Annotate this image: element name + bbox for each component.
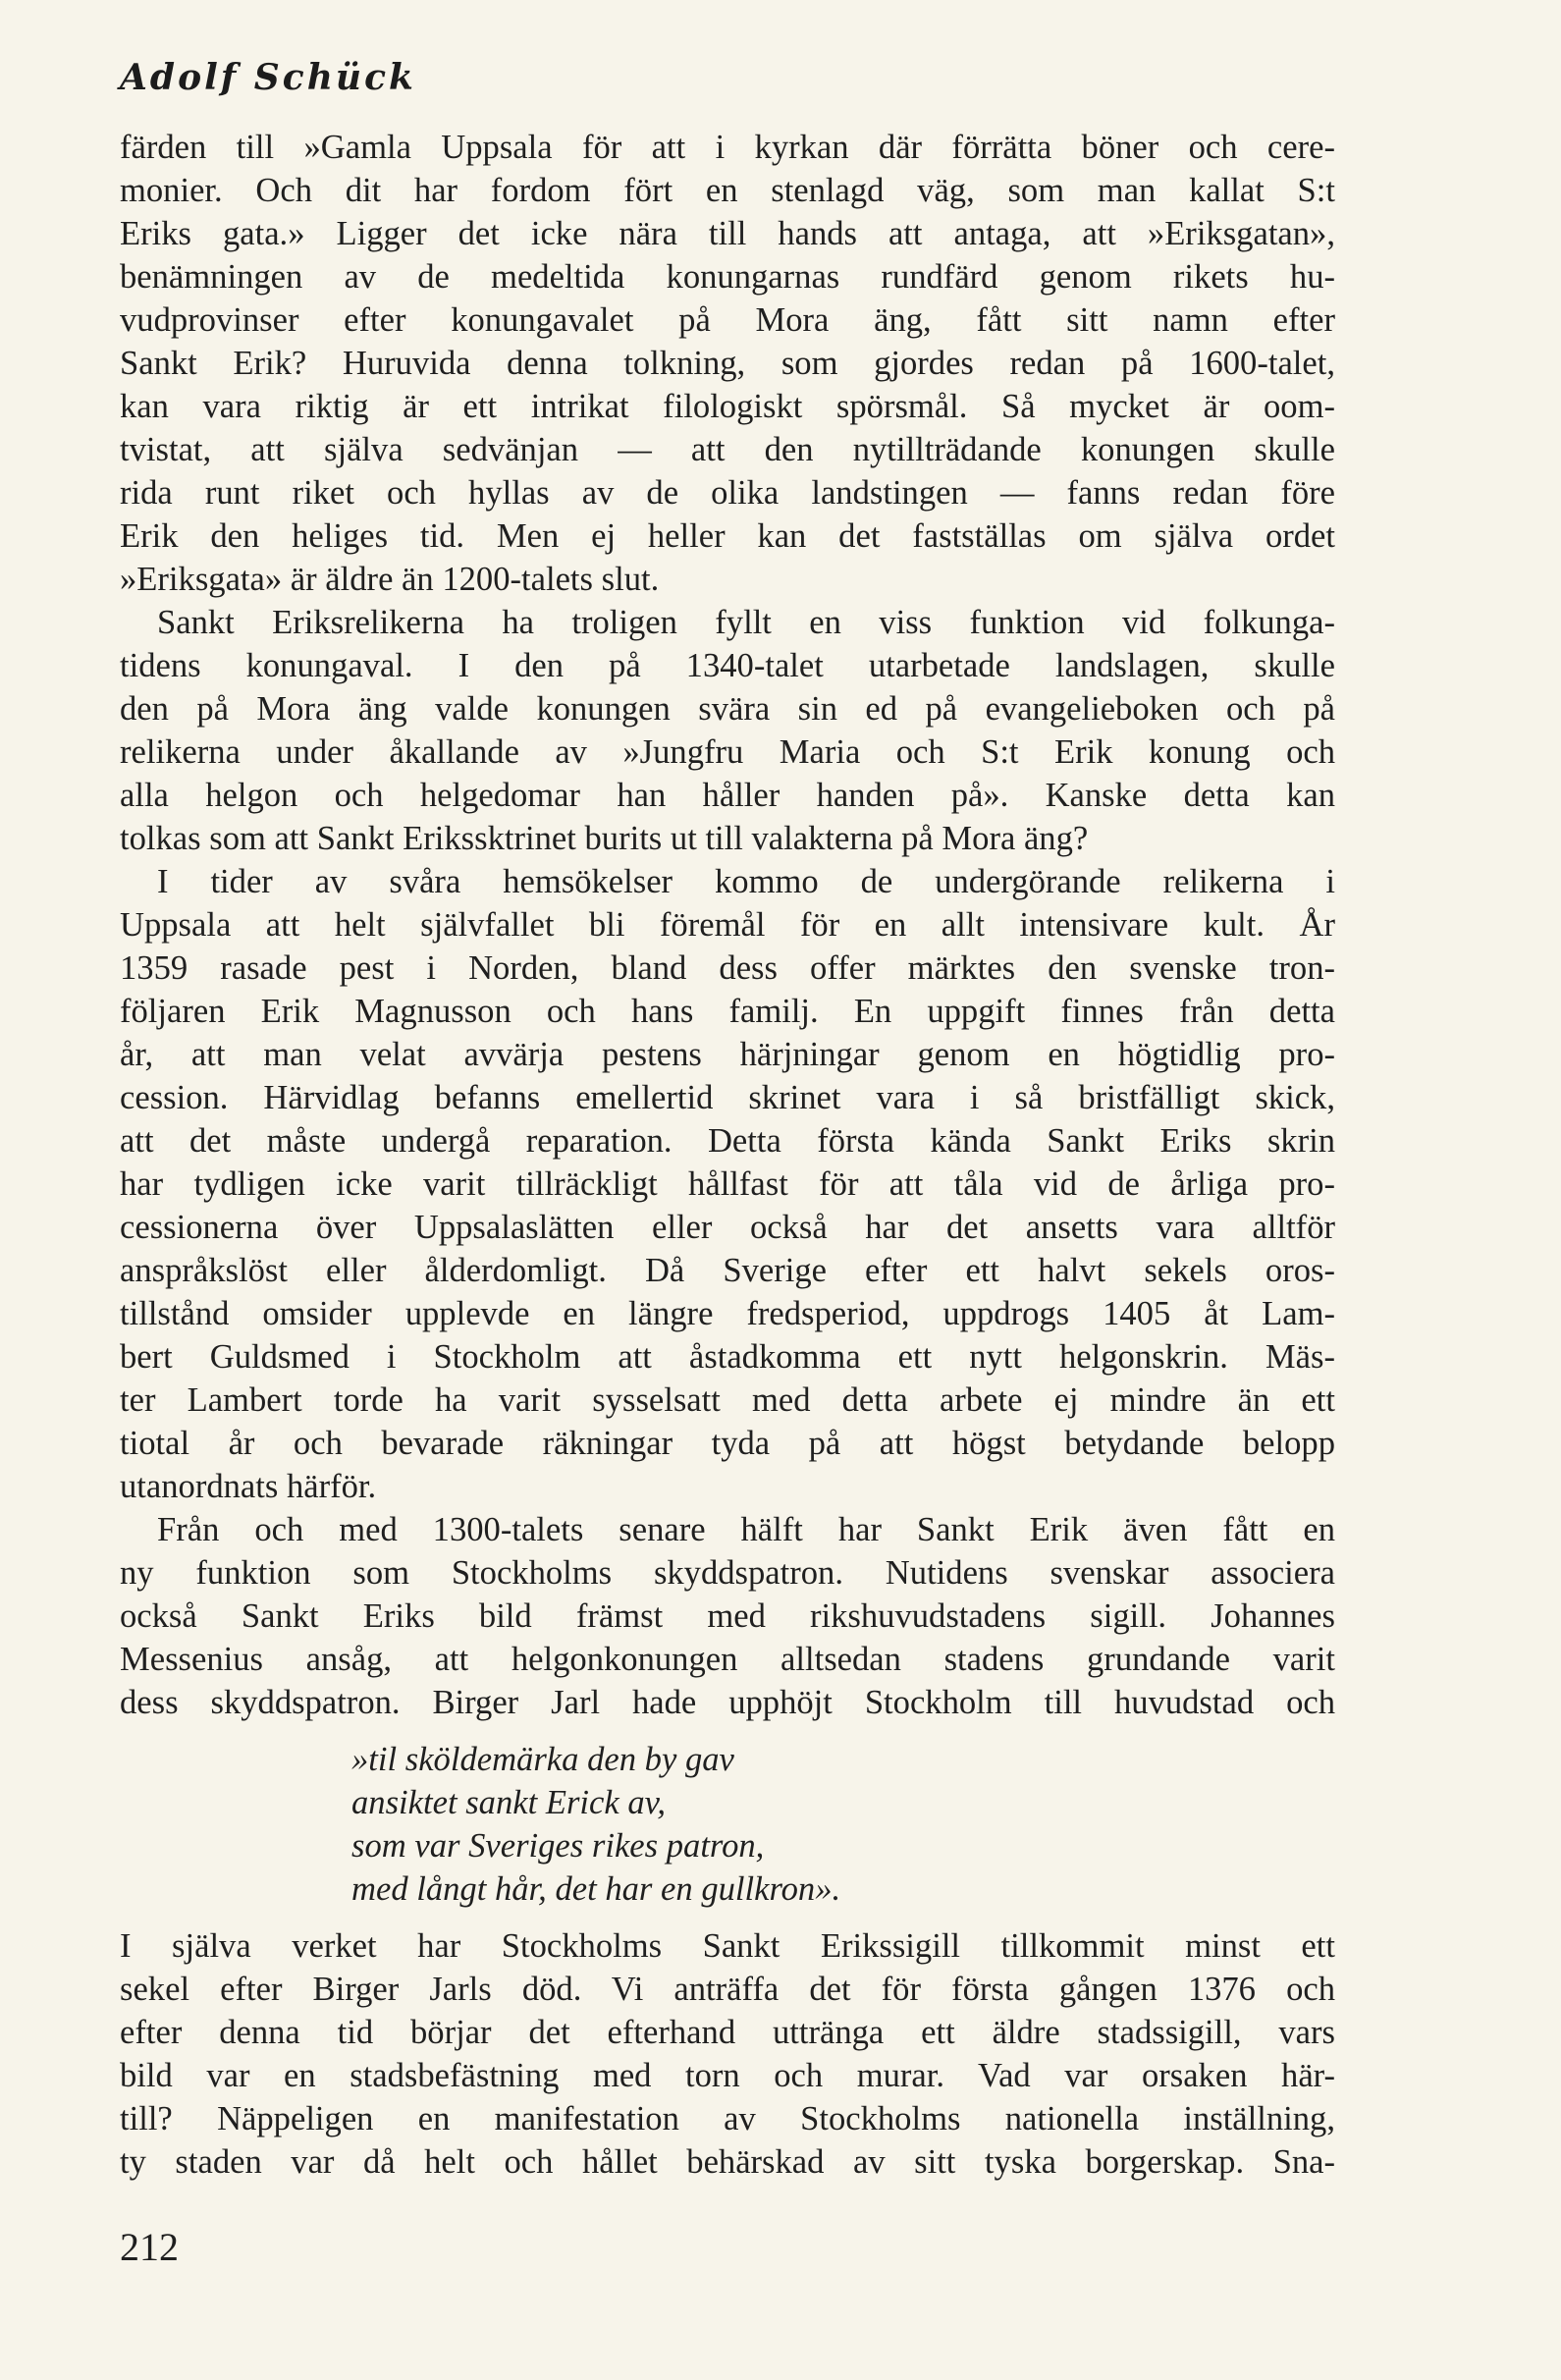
text-line: cession. Härvidlag befanns emellertid skrinet vara i så bristfälligt skick, — [120, 1079, 1335, 1116]
text-line: »Eriksgata» är äldre än 1200-talets slut. — [120, 561, 660, 598]
paragraph-5 — [120, 1924, 1335, 2184]
text-line: Erik den heliges tid. Men ej heller kan det fastställas om själva ordet — [120, 517, 1335, 555]
text-line: 1359 rasade pest i Norden, bland dess offer märktes den svenske tron- — [120, 949, 1335, 987]
text-line: Sankt Erik? Huruvida denna tolkning, som gjordes redan på 1600-talet, — [120, 345, 1335, 382]
text-line: dess skyddspatron. Birger Jarl hade upphöjt Stockholm till huvudstad och — [120, 1684, 1335, 1721]
text-line: I själva verket har Stockholms Sankt Erikssigill tillkommit minst ett — [120, 1927, 1335, 1965]
text-line: bert Guldsmed i Stockholm att åstadkomma ett nytt helgonskrin. Mäs- — [120, 1338, 1335, 1376]
text-line: Uppsala att helt självfallet bli föremål för en allt intensivare kult. År — [120, 906, 1335, 944]
text-line: tillstånd omsider upplevde en längre fredsperiod, uppdrogs 1405 åt Lam- — [120, 1295, 1335, 1332]
text-line: ny funktion som Stockholms skyddspatron. Nutidens svenskar associera — [120, 1554, 1335, 1592]
text-line: cessionerna över Uppsalaslätten eller också har det ansetts vara alltför — [120, 1209, 1335, 1246]
text-line: alla helgon och helgedomar han håller handen på». Kanske detta kan — [120, 777, 1335, 814]
text-line: att det måste undergå reparation. Detta första kända Sankt Eriks skrin — [120, 1122, 1335, 1160]
text-line: har tydligen icke varit tillräckligt hållfast för att tåla vid de årliga pro- — [120, 1165, 1335, 1203]
text-line: bild var en stadsbefästning med torn och murar. Vad var orsaken här- — [120, 2057, 1335, 2094]
text-line: utanordnats härför. — [120, 1468, 377, 1505]
text-line: monier. Och dit har fordom fört en stenlagd väg, som man kallat S:t — [120, 172, 1335, 209]
text-line: efter denna tid börjar det efterhand uttränga ett äldre stadssigill, vars — [120, 2014, 1335, 2051]
text-line: vudprovinser efter konungavalet på Mora äng, fått sitt namn efter — [120, 301, 1335, 339]
text-line: ty staden var då helt och hållet behärskad av sitt tyska borgerskap. Sna- — [120, 2143, 1335, 2181]
text-line: kan vara riktig är ett intrikat filologiskt spörsmål. Så mycket är oom- — [120, 388, 1335, 425]
text-line: rida runt riket och hyllas av de olika landstingen — fanns redan före — [120, 474, 1335, 512]
text-line: I tider av svåra hemsökelser kommo de undergörande relikerna i — [157, 863, 1335, 900]
verse-quotation — [120, 1738, 1335, 1911]
verse-line: »til sköldemärka den by gav — [351, 1741, 734, 1778]
text-line: tiotal år och bevarade räkningar tyda på att högst betydande belopp — [120, 1425, 1335, 1462]
text-line: Messenius ansåg, att helgonkonungen alltsedan stadens grundande varit — [120, 1641, 1335, 1678]
verse-line: som var Sveriges rikes patron, — [351, 1827, 765, 1865]
text-line: Sankt Eriksrelikerna ha troligen fyllt en viss funktion vid folkunga- — [157, 604, 1335, 641]
text-line: Från och med 1300-talets senare hälft har Sankt Erik även fått en — [157, 1511, 1335, 1548]
verse-line: ansiktet sankt Erick av, — [351, 1784, 667, 1821]
body-text — [120, 126, 1335, 2184]
text-line: tidens konungaval. I den på 1340-talet utarbetade landslagen, skulle — [120, 647, 1335, 684]
text-line: relikerna under åkallande av »Jungfru Maria och S:t Erik konung och — [120, 733, 1335, 771]
text-line: år, att man velat avvärja pestens härjningar genom en högtidlig pro- — [120, 1036, 1335, 1073]
page-number: 212 — [120, 2225, 179, 2269]
text-line: följaren Erik Magnusson och hans familj. En uppgift finnes från detta — [120, 993, 1335, 1030]
text-line: tolkas som att Sankt Erikssktrinet burits ut till valakterna på Mora äng? — [120, 820, 1089, 857]
paragraph-3 — [120, 860, 1335, 1508]
text-line: också Sankt Eriks bild främst med rikshuvudstadens sigill. Johannes — [120, 1597, 1335, 1635]
text-line: anspråkslöst eller ålderdomligt. Då Sverige efter ett halvt sekels oros- — [120, 1252, 1335, 1289]
text-line: sekel efter Birger Jarls död. Vi anträffa det för första gången 1376 och — [120, 1971, 1335, 2008]
text-line: färden till »Gamla Uppsala för att i kyrkan där förrätta böner och cere- — [120, 129, 1335, 166]
running-head-author: Adolf Schück — [120, 57, 416, 98]
text-line: Eriks gata.» Ligger det icke nära till hands att antaga, att »Eriksgatan», — [120, 215, 1335, 252]
paragraph-1 — [120, 126, 1335, 601]
paragraph-4 — [120, 1508, 1335, 1724]
text-line: ter Lambert torde ha varit sysselsatt med detta arbete ej mindre än ett — [120, 1381, 1335, 1419]
text-line: till? Näppeligen en manifestation av Stockholms nationella inställning, — [120, 2100, 1335, 2137]
text-line: tvistat, att själva sedvänjan — att den nytillträdande konungen skulle — [120, 431, 1335, 468]
paragraph-2 — [120, 601, 1335, 860]
text-line: benämningen av de medeltida konungarnas rundfärd genom rikets hu- — [120, 258, 1335, 296]
text-line: den på Mora äng valde konungen svära sin ed på evangelieboken och på — [120, 690, 1335, 728]
verse-line: med långt hår, det har en gullkron». — [351, 1870, 841, 1908]
